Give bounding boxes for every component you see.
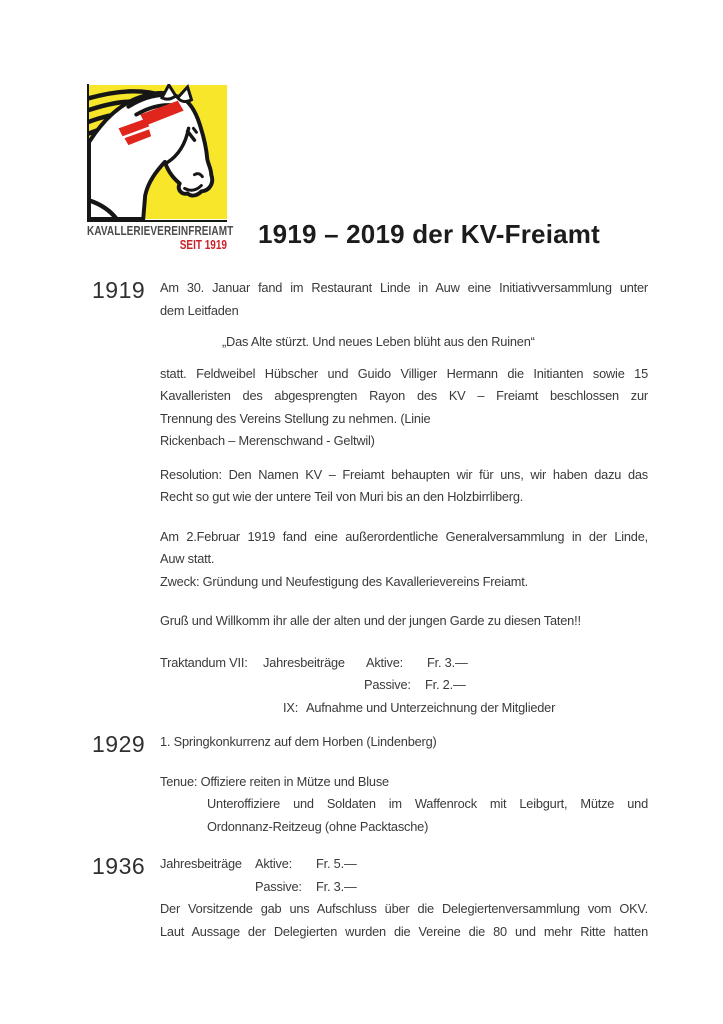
year-label-1919: 1919	[92, 277, 146, 303]
text-line: Auw statt.	[160, 551, 215, 566]
logo-org-name	[87, 225, 234, 240]
section-1919-content	[160, 277, 648, 719]
traktandum-item: Jahresbeiträge	[263, 654, 345, 670]
text-line: Gruß und Willkomm ihr alle der alten und der jungen Garde zu diesen Taten!!	[160, 613, 581, 628]
section-1936-content	[160, 853, 648, 943]
logo-org-word2: FREIAMT	[188, 225, 234, 240]
aktive-label: Aktive:	[366, 654, 404, 670]
passive-value: Fr. 3.—	[316, 878, 357, 894]
fees-label: Jahresbeiträge	[160, 856, 242, 871]
page-title: 1919 – 2019 der KV-Freiamt	[258, 219, 600, 249]
horse-head-icon	[89, 84, 227, 220]
text-line: Am 2.Februar 1919 fand eine außerordentliche Generalversammlung in der Linde,	[160, 528, 648, 544]
text-line: Unteroffiziere und Soldaten im Waffenrock mit Leibgurt, Mütze und	[207, 796, 648, 811]
text-line: statt. Feldweibel Hübscher und Guido Villiger Hermann die Initianten sowie 15	[160, 365, 648, 381]
section-1936	[92, 853, 648, 943]
traktandum-row-aktive	[160, 652, 648, 675]
text-line: 1. Springkonkurrenz auf dem Horben (Lindenberg)	[160, 734, 437, 749]
text-line: dem Leitfaden	[160, 302, 239, 318]
fees-row-aktive	[160, 853, 648, 876]
aktive-value: Fr. 5.—	[316, 856, 357, 871]
text-line: Am 30. Januar fand im Restaurant Linde in Auw eine Initiativversammlung unter	[160, 280, 648, 295]
logo-since-line: SEIT 1919	[179, 239, 227, 253]
club-logo	[87, 84, 234, 253]
text-line: Zweck: Gründung und Neufestigung des Kavallerievereins Freiamt.	[160, 573, 528, 589]
text-line: Ordonnanz-Reitzeug (ohne Packtasche)	[207, 818, 429, 834]
text-line: Recht so gut wie der untere Teil von Muri bis an den Holzbirrliberg.	[160, 489, 524, 504]
text-line: Rickenbach – Merenschwand - Geltwil)	[160, 433, 375, 448]
text-line: Kavalleristen des abgesprengten Rayon des KV – Freiamt beschlossen zur	[160, 388, 648, 403]
ix-text: Aufnahme und Unterzeichnung der Mitglieder	[306, 699, 556, 715]
logo-org-word1: KAVALLERIEVEREIN	[87, 225, 189, 240]
text-line: Tenue: Offiziere reiten in Mütze und Bluse	[160, 773, 389, 789]
traktandum-row-passive	[160, 674, 648, 697]
quote-line: „Das Alte stürzt. Und neues Leben blüht aus den Ruinen“	[222, 334, 535, 349]
section-1929	[92, 731, 648, 838]
text-line: Trennung des Vereins Stellung zu nehmen. (Linie	[160, 410, 431, 426]
traktandum-row-ix	[160, 697, 648, 720]
passive-label: Passive:	[255, 878, 302, 894]
traktandum-label: Traktandum VII:	[160, 654, 248, 670]
section-1919	[92, 277, 648, 719]
document-body	[92, 277, 648, 943]
section-1929-content	[160, 731, 648, 838]
horse-logo-image	[87, 84, 227, 222]
ix-label: IX:	[283, 699, 299, 715]
passive-value: Fr. 2.—	[425, 677, 466, 692]
fees-row-passive	[160, 876, 648, 899]
year-label-1929: 1929	[92, 731, 146, 757]
text-line: Resolution: Den Namen KV – Freiamt behaupten wir für uns, wir haben dazu das	[160, 466, 648, 482]
text-line: Der Vorsitzende gab uns Aufschluss über die Delegiertenversammlung vom OKV.	[160, 901, 648, 916]
passive-label: Passive:	[364, 677, 411, 692]
year-label-1936: 1936	[92, 853, 146, 879]
text-line: Laut Aussage der Delegierten wurden die Vereine die 80 und mehr Ritte hatten	[160, 923, 648, 939]
aktive-value: Fr. 3.—	[427, 654, 468, 670]
aktive-label: Aktive:	[255, 856, 293, 871]
